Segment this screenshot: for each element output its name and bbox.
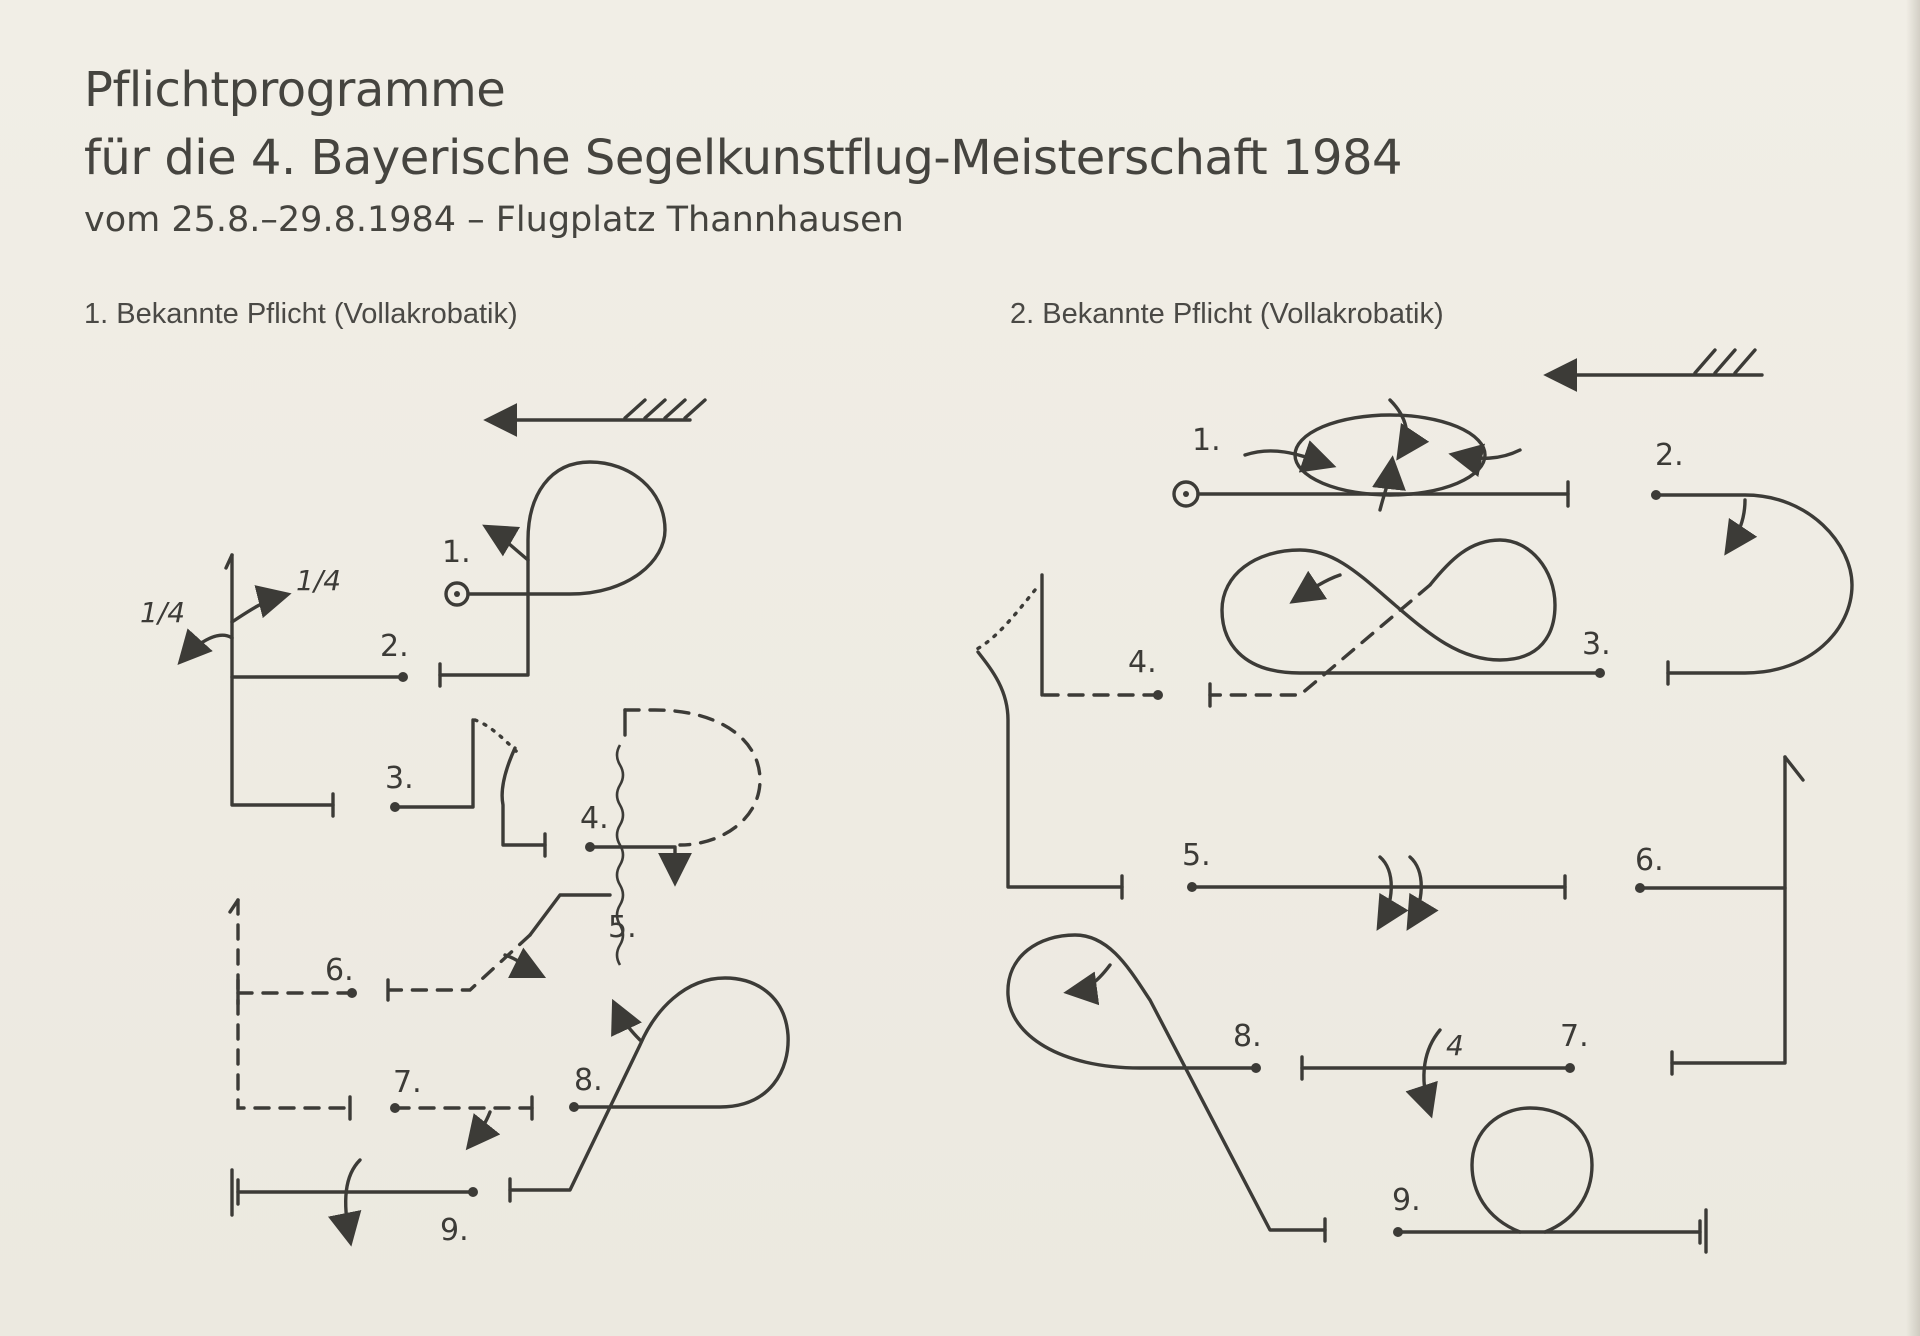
p2-figure-number-7: 7. [1560,1019,1589,1054]
p1-figure-number-8: 8. [574,1063,603,1098]
p2-figure-number-3: 3. [1582,627,1611,662]
p2-figure-number-1: 1. [1192,423,1221,458]
p1-figure-number-7: 7. [393,1065,422,1100]
p2-point-roll-label: 4 [1446,1029,1464,1062]
program-1-wind-direction-arrow [490,400,705,420]
p1-figure-7 [390,1097,532,1145]
p1-quarter-roll-label-left: 1/4 [140,596,186,629]
p2-figure-1-rolling-circle [1174,400,1568,510]
p1-figure-number-9: 9. [440,1213,469,1248]
p1-figure-number-2: 2. [380,629,409,664]
program-1-label: 1. Bekannte Pflicht (Vollakrobatik) [84,298,518,330]
p2-figure-number-5: 5. [1182,838,1211,873]
p2-figure-6-7 [1302,757,1803,1112]
p2-figure-8-loop [1008,935,1325,1241]
p1-figure-number-1: 1. [442,535,471,570]
p2-figure-5 [1187,857,1565,925]
p2-figure-2-half-loop [1651,490,1852,684]
p1-quarter-roll-label-right: 1/4 [296,564,342,597]
p1-figure-number-3: 3. [385,761,414,796]
page-subtitle-dates-location: vom 25.8.–29.8.1984 – Flugplatz Thannhausen [84,200,904,240]
p1-figure-number-6: 6. [325,953,354,988]
page-title-line-2: für die 4. Bayerische Segelkunstflug-Meisterschaft 1984 [84,130,1403,186]
program-2-label: 2. Bekannte Pflicht (Vollakrobatik) [1010,298,1444,330]
p2-figure-number-6: 6. [1635,843,1664,878]
p1-figure-number-4: 4. [580,801,609,836]
program-1-sequence-diagram [140,400,788,1248]
p2-figure-number-9: 9. [1392,1183,1421,1218]
p2-figure-4 [975,575,1163,898]
p1-figure-2-vertical-line [182,555,408,682]
program-2-wind-direction-arrow [1550,350,1762,375]
p1-figure-1-loop [440,462,665,686]
p2-figure-9-loop [1393,1108,1706,1252]
p1-figure-number-5: 5. [608,910,637,945]
p2-figure-number-2: 2. [1655,438,1684,473]
p1-figure-8-loop [510,978,788,1201]
program-2-sequence-diagram [975,350,1852,1252]
p2-figure-3-horizontal-eight [1210,540,1605,706]
p2-figure-number-4: 4. [1128,645,1157,680]
p2-figure-number-8: 8. [1233,1019,1262,1054]
page-title-line-1: Pflichtprogramme [84,62,506,118]
